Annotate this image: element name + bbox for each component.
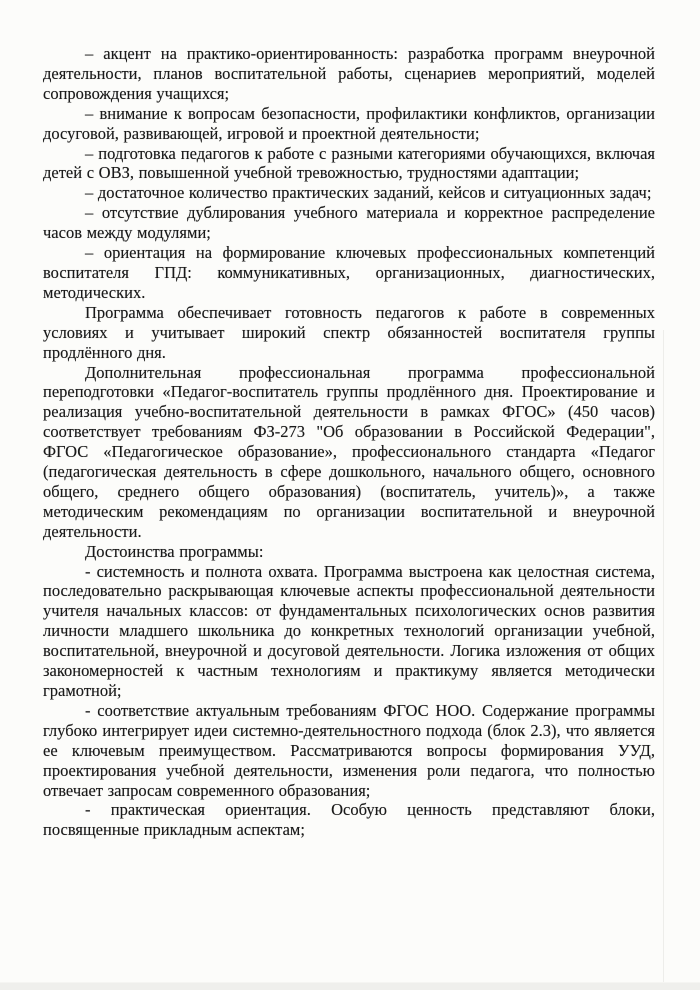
bullet-paragraph-training: – подготовка педагогов к работе с разными категориями обучающихся, включая детей с ОВЗ, повышенной учебной тревожностью, трудностями адаптации; xyxy=(43,143,655,183)
paragraph-program-readiness: Программа обеспечивает готовность педагогов к работе в современных условиях и учитывает широкий спектр обязанностей воспитателя группы продлённого дня. xyxy=(43,302,655,362)
advantage-paragraph-consistency: - системность и полнота охвата. Программа выстроена как целостная система, последовательно раскрывающая ключевые аспекты профессиональной деятельности учителя начальных классов: от фундаментальных психологических основ развития личности младшего школьника до конкретных технологий организации учебной, воспитательной, внеурочной и досуговой деятельности. Логика изложения от общих закономерностей к частным технологиям и практикуму является методически грамотной; xyxy=(43,561,655,700)
bullet-paragraph-no-duplication: – отсутствие дублирования учебного материала и корректное распределение часов между модулями; xyxy=(43,203,655,243)
scan-edge-line-right xyxy=(663,330,664,990)
bullet-paragraph-attention: – внимание к вопросам безопасности, профилактики конфликтов, организации досуговой, развивающей, игровой и проектной деятельности; xyxy=(43,103,655,143)
paragraph-advantages-heading: Достоинства программы: xyxy=(85,541,264,561)
advantage-paragraph-fgos-noo: - соответствие актуальным требованиям ФГОС НОО. Содержание программы глубоко интегрирует идеи системно-деятельностного подхода (блок 2.3), что является ее ключевым преимуществом. Рассматриваются вопросы формирования УУД, проектирования учебной деятельности, изменения роли педагога, что полностью отвечает запросам современного образования; xyxy=(43,700,655,800)
advantage-paragraph-practical: - практическая ориентация. Особую ценность представляют блоки, посвященные прикладным аспектам; xyxy=(43,800,655,840)
scan-edge-shadow-bottom xyxy=(0,982,700,990)
bullet-paragraph-accent: – акцент на практико-ориентированность: разработка программ внеурочной деятельности, планов воспитательной работы, сценариев мероприятий, моделей сопровождения учащихся; xyxy=(43,44,655,103)
bullet-paragraph-tasks: – достаточное количество практических заданий, кейсов и ситуационных задач; xyxy=(85,183,652,203)
paragraph-program-compliance: Дополнительная профессиональная программа профессиональной переподготовки «Педагог-воспитатель группы продлённого дня. Проектирование и реализация учебно-воспитательной деятельности в рамках ФГОС» (450 часов) соответствует требованиям ФЗ-273 "Об образовании в Российской Федерации", ФГОС «Педагогическое образование», профессионального стандарта «Педагог (педагогическая деятельность в сфере дошкольного, начального общего, основного общего, среднего общего образования) (воспитатель, учитель)», а также методическим рекомендациям по организации воспитательной и внеурочной деятельности. xyxy=(43,362,655,541)
document-body xyxy=(43,44,655,840)
bullet-paragraph-competencies: – ориентация на формирование ключевых профессиональных компетенций воспитателя ГПД: коммуникативных, организационных, диагностических, методических. xyxy=(43,243,655,302)
